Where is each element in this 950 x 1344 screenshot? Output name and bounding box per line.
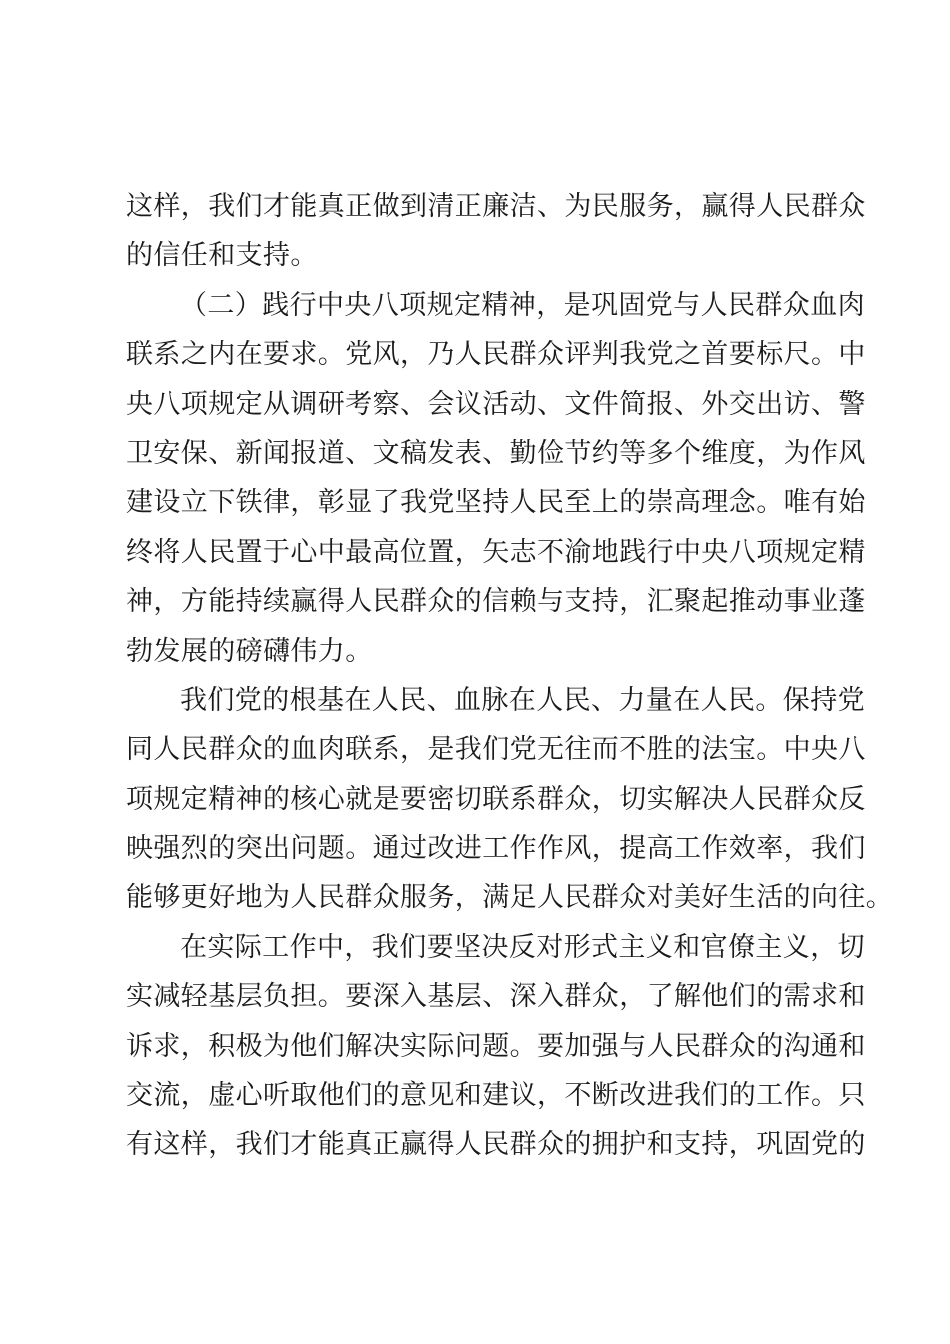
text-line: 建设立下铁律，彰显了我党坚持人民至上的崇高理念。唯有始 [126,487,866,519]
text-line: 在实际工作中，我们要坚决反对形式主义和官僚主义，切 [180,931,865,963]
document-body [126,182,894,1170]
text-line: 这样，我们才能真正做到清正廉洁、为民服务，赢得人民群众 [126,191,866,222]
text-line: 项规定精神的核心就是要密切联系群众，切实解决人民群众反 [126,783,866,815]
text-line: 神，方能持续赢得人民群众的信赖与支持，汇聚起推动事业蓬 [126,586,866,618]
paragraph-3 [126,676,894,923]
text-line: 的信任和支持。 [126,240,318,272]
text-line: 映强烈的突出问题。通过改进工作作风，提高工作效率，我们 [126,833,866,865]
text-line: 勃发展的磅礴伟力。 [126,635,373,667]
text-line: 实减轻基层负担。要深入基层、深入群众，了解他们的需求和 [126,981,866,1013]
text-line: 联系之内在要求。党风，乃人民群众评判我党之首要标尺。中 [126,339,866,371]
text-line: 同人民群众的血肉联系，是我们党无往而不胜的法宝。中央八 [126,734,866,766]
text-line: 卫安保、新闻报道、文稿发表、勤俭节约等多个维度，为作风 [126,437,866,469]
text-line: 有这样，我们才能真正赢得人民群众的拥护和支持，巩固党的 [126,1129,866,1161]
text-line: 能够更好地为人民群众服务，满足人民群众对美好生活的向往。 [126,882,894,914]
text-line: （二）践行中央八项规定精神，是巩固党与人民群众血肉 [180,289,865,321]
paragraph-2 [126,281,866,676]
text-line: 我们党的根基在人民、血脉在人民、力量在人民。保持党 [180,684,865,716]
text-line: 终将人民置于心中最高位置，矢志不渝地践行中央八项规定精 [126,536,866,568]
paragraph-1 [126,182,866,281]
text-line: 交流，虚心听取他们的意见和建议，不断改进我们的工作。只 [126,1080,866,1112]
text-line: 诉求，积极为他们解决实际问题。要加强与人民群众的沟通和 [126,1030,866,1062]
paragraph-4 [126,923,866,1170]
text-line: 央八项规定从调研考察、会议活动、文件简报、外交出访、警 [126,388,866,420]
